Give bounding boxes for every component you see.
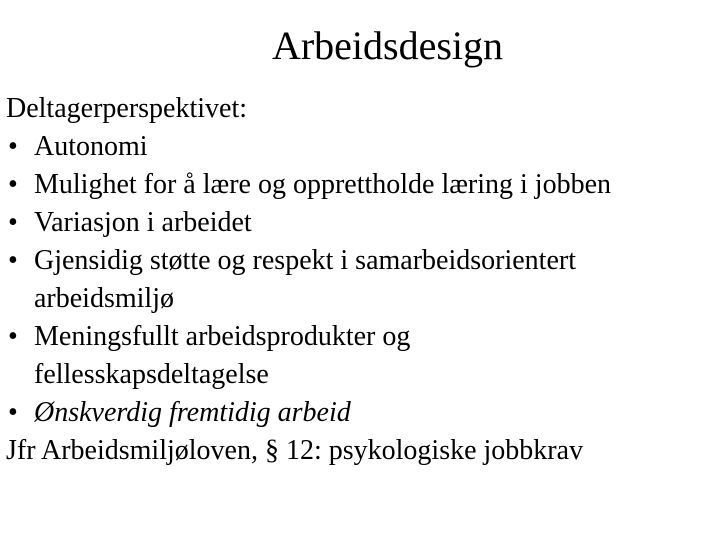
intro-text: Deltagerperspektivet: <box>6 93 248 124</box>
bullet-text <box>34 204 714 242</box>
bullet-line: Autonomi <box>34 131 148 162</box>
bullet-item-variasjon <box>6 204 714 242</box>
bullet-item-meningsfullt <box>6 318 714 394</box>
bullet-icon: • <box>8 321 18 352</box>
bullet-text <box>34 394 714 432</box>
bullet-text <box>34 242 714 318</box>
bullet-icon: • <box>8 131 18 162</box>
bullet-item-mulighet <box>6 166 714 204</box>
bullet-line: Meningsfullt arbeidsprodukter og <box>34 321 411 352</box>
bullet-item-autonomi <box>6 128 714 166</box>
bullet-line: Mulighet for å lære og opprettholde læring i jobben <box>34 169 612 200</box>
bullet-line: Gjensidig støtte og respekt i samarbeidsorientert <box>34 245 576 276</box>
bullet-line: Ønskverdig fremtidig arbeid <box>34 397 351 428</box>
bullet-text <box>34 166 714 204</box>
bullet-item-onskverdig <box>6 394 714 432</box>
bullet-icon: • <box>8 245 18 276</box>
footer-reference: Jfr Arbeidsmiljøloven, § 12: psykologiske jobbkrav <box>6 435 584 466</box>
bullet-line-continued: arbeidsmiljø <box>34 283 174 314</box>
bullet-text <box>34 128 714 166</box>
bullet-line-continued: fellesskapsdeltagelse <box>34 359 269 390</box>
bullet-icon: • <box>8 169 18 200</box>
bullet-line: Variasjon i arbeidet <box>34 207 252 238</box>
slide-body <box>6 90 714 470</box>
bullet-icon: • <box>8 397 18 428</box>
bullet-list <box>6 128 714 432</box>
slide-title: Arbeidsdesign <box>271 23 504 68</box>
bullet-text <box>34 318 714 394</box>
bullet-icon: • <box>8 207 18 238</box>
bullet-item-gjensidig <box>6 242 714 318</box>
